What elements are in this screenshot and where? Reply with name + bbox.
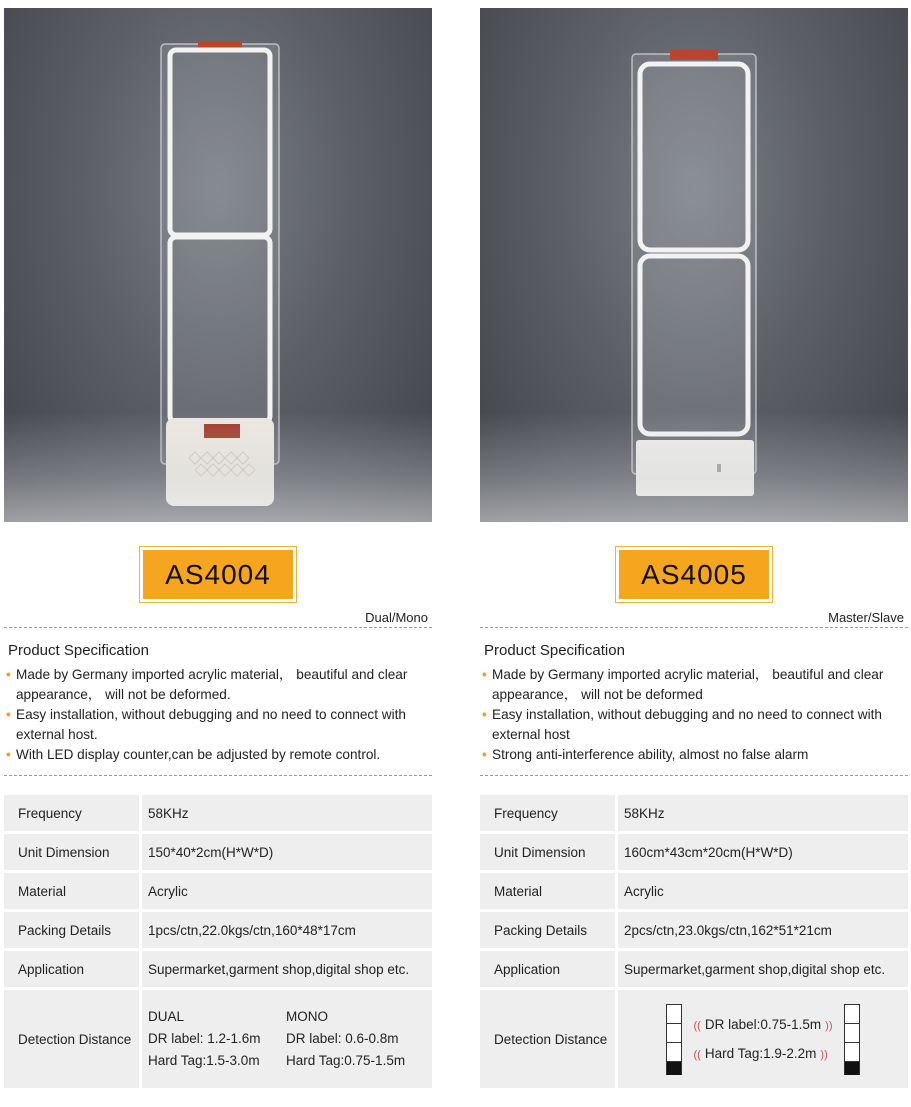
divider	[4, 775, 432, 776]
table-row-detection: Detection Distance (( DR label:0.75-1.5m )) (( Hard Tag:1.9-2.2m ))	[480, 990, 908, 1088]
model-badge	[139, 546, 297, 603]
spec-bullets	[480, 665, 908, 775]
bullet-dot-icon: •	[6, 707, 11, 722]
divider	[480, 775, 908, 776]
product-column-as4005	[480, 0, 908, 1091]
table-row: Material Acrylic	[4, 873, 432, 909]
spec-title: Product Specification	[8, 642, 149, 659]
table-row: Frequency 58KHz	[480, 795, 908, 831]
detection-diagram	[624, 1004, 902, 1075]
product-photo-as4005	[480, 8, 908, 522]
mode-label: Dual/Mono	[365, 610, 428, 625]
model-name: AS4005	[619, 550, 769, 599]
table-row: Application Supermarket,garment shop,digital shop etc.	[4, 951, 432, 987]
spec-bullets	[4, 665, 432, 775]
bullet-item: • Made by Germany imported acrylic material， beautiful and clear appearance， will not be deformed	[482, 667, 884, 702]
antenna-tower-icon	[666, 1004, 682, 1075]
divider	[480, 627, 908, 628]
signal-wave-icon: ((	[693, 1020, 701, 1032]
table-row: Unit Dimension 160cm*43cm*20cm(H*W*D)	[480, 834, 908, 870]
bullet-dot-icon: •	[6, 747, 11, 762]
signal-wave-icon: ))	[820, 1049, 828, 1061]
table-row: Unit Dimension 150*40*2cm(H*W*D)	[4, 834, 432, 870]
bullet-item: • With LED display counter,can be adjusted by remote control.	[4, 745, 432, 765]
product-column-as4004	[4, 0, 432, 1091]
bullet-item: • Strong anti-interference ability, almost no false alarm	[480, 745, 908, 765]
dr-range: (( DR label:0.75-1.5m ))	[693, 1017, 833, 1032]
hard-tag-range: (( Hard Tag:1.9-2.2m ))	[693, 1046, 828, 1061]
table-row-detection: Detection Distance DUAL MONO DR label: 1.2-1.6m DR label: 0.6-0.8m Hard Tag:1.5-3.0m Hard Tag:0.75-1.5m	[4, 990, 432, 1088]
table-row: Material Acrylic	[480, 873, 908, 909]
product-photo-as4004	[4, 8, 432, 522]
detection-values: DUAL MONO DR label: 1.2-1.6m DR label: 0.6-0.8m Hard Tag:1.5-3.0m Hard Tag:0.75-1.5m	[148, 1009, 406, 1068]
table-row: Application Supermarket,garment shop,digital shop etc.	[480, 951, 908, 987]
spec-title: Product Specification	[484, 642, 625, 659]
bullet-item: • Easy installation, without debugging and no need to connect with external host	[482, 707, 882, 742]
model-badge	[615, 546, 773, 603]
spec-table	[480, 792, 908, 1091]
bullet-dot-icon: •	[6, 667, 11, 682]
table-row: Packing Details 1pcs/ctn,22.0kgs/ctn,160*48*17cm	[4, 912, 432, 948]
bullet-dot-icon: •	[482, 667, 487, 682]
table-row: Packing Details 2pcs/ctn,23.0kgs/ctn,162*51*21cm	[480, 912, 908, 948]
antenna-tower-icon	[844, 1004, 860, 1075]
model-name: AS4004	[143, 550, 293, 599]
signal-wave-icon: ((	[693, 1049, 701, 1061]
signal-wave-icon: ))	[825, 1020, 833, 1032]
table-row: Frequency 58KHz	[4, 795, 432, 831]
spec-table	[4, 792, 432, 1091]
bullet-item: • Made by Germany imported acrylic material， beautiful and clear appearance， will not be deformed.	[6, 667, 408, 702]
bullet-dot-icon: •	[482, 707, 487, 722]
mode-label: Master/Slave	[828, 610, 904, 625]
bullet-dot-icon: •	[482, 747, 487, 762]
divider	[4, 627, 432, 628]
bullet-item: • Easy installation, without debugging and no need to connect with external host.	[6, 707, 406, 742]
